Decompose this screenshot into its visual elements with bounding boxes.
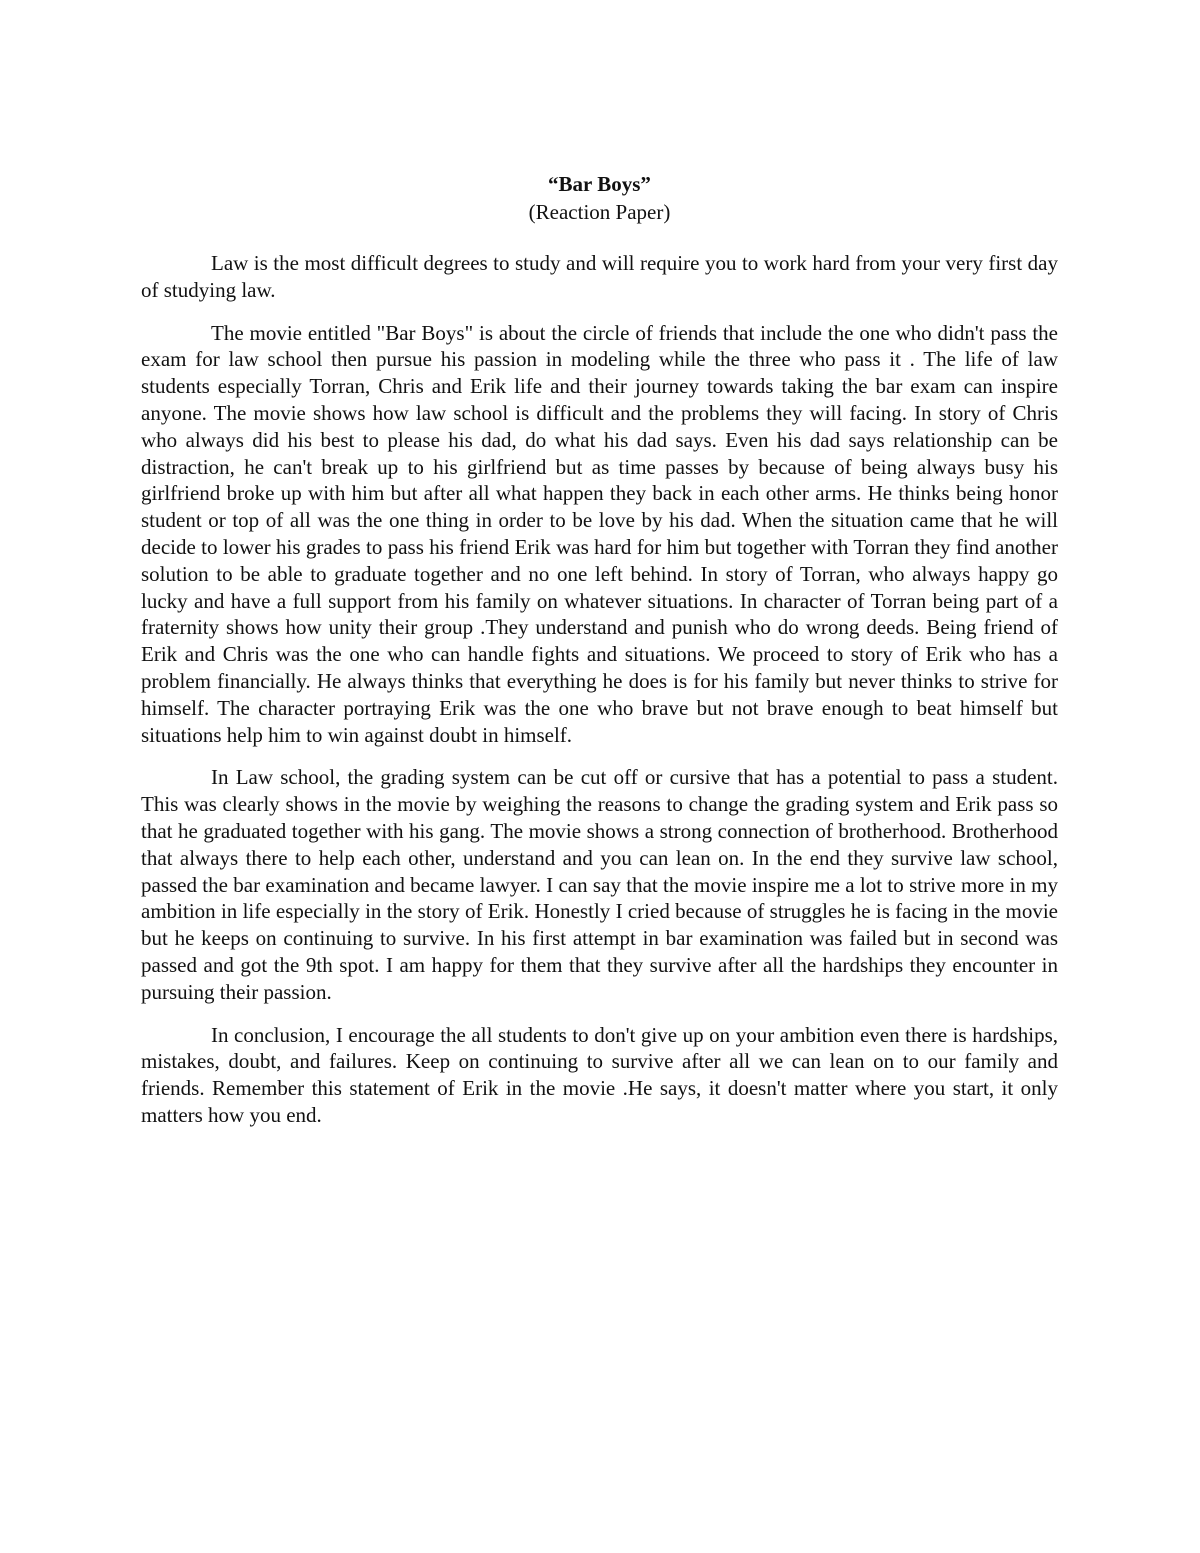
document-title: “Bar Boys”	[548, 172, 651, 196]
document-subtitle: (Reaction Paper)	[528, 200, 671, 224]
paragraph-intro: Law is the most difficult degrees to study and will require you to work hard from your very first day of studying law.	[141, 251, 1058, 302]
paragraph-conclusion: In conclusion, I encourage the all students to don't give up on your ambition even there is hardships, mistakes, doubt, and failures. Keep on continuing to survive after all we can lean on to our family and friends. Remember this statement of Erik in the movie .He says, it doesn't matter where you start, it only matters how you end.	[141, 1022, 1058, 1127]
paragraph-summary: The movie entitled "Bar Boys" is about the circle of friends that include the one who didn't pass the exam for law school then pursue his passion in modeling while the three who pass it . The life of law students especially Torran, Chris and Erik life and their journey towards taking the bar exam can inspire anyone. The movie shows how law school is difficult and the problems they will facing. In story of Chris who always did his best to please his dad, do what his dad says. Even his dad says relationship can be distraction, he can't break up to his girlfriend but as time passes by because of being always busy his girlfriend broke up with him but after all what happen they back in each other arms. He thinks being honor student or top of all was the one thing in order to be love by his dad. When the situation came that he will decide to lower his grades to pass his friend Erik was hard for him but together with Torran they find another solution to be able to graduate together and no one left behind. In story of Torran, who always happy go lucky and have a full support from his family on whatever situations. In character of Torran being part of a fraternity shows how unity their group .They understand and punish who do wrong deeds. Being friend of Erik and Chris was the one who can handle fights and situations. We proceed to story of Erik who has a problem financially. He always thinks that everything he does is for his family but never thinks to strive for himself. The character portraying Erik was the one who brave but not brave enough to beat himself but situations help him to win against doubt in himself.	[141, 320, 1058, 747]
document-body	[141, 170, 1058, 1129]
paragraph-reflection: In Law school, the grading system can be cut off or cursive that has a potential to pass a student. This was clearly shows in the movie by weighing the reasons to change the grading system and Erik pass so that he graduated together with his gang. The movie shows a strong connection of brotherhood. Brotherhood that always there to help each other, understand and you can lean on. In the end they survive law school, passed the bar examination and became lawyer. I can say that the movie inspire me a lot to strive more in my ambition in life especially in the story of Erik. Honestly I cried because of struggles he is facing in the movie but he keeps on continuing to survive. In his first attempt in bar examination was failed but in second was passed and got the 9th spot. I am happy for them that they survive after all the hardships they encounter in pursuing their passion.	[141, 765, 1058, 1004]
